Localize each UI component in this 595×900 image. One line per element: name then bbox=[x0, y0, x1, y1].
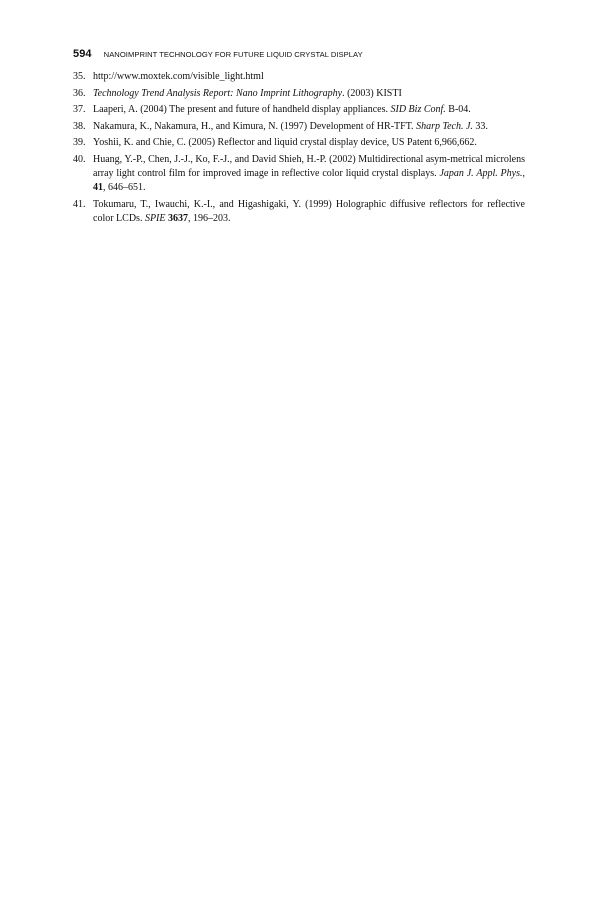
reference-italic-segment: Sharp Tech. J. bbox=[416, 120, 473, 132]
running-title: NANOIMPRINT TECHNOLOGY FOR FUTURE LIQUID CRYSTAL DISPLAY bbox=[103, 50, 363, 59]
reference-item bbox=[73, 120, 525, 134]
reference-segment: B-04. bbox=[445, 104, 471, 116]
reference-segment: Yoshii, K. and Chie, C. (2005) Reflector and liquid crystal display device, US Patent 6,966,662. bbox=[93, 137, 477, 149]
reference-text bbox=[93, 70, 525, 84]
reference-bold-segment: 41 bbox=[93, 182, 103, 194]
reference-item bbox=[73, 198, 525, 226]
reference-item bbox=[73, 87, 525, 101]
reference-segment: http://www.moxtek.com/visible_light.html bbox=[93, 71, 264, 82]
reference-segment: Nakamura, K., Nakamura, H., and Kimura, N. (1997) Development of HR-TFT. bbox=[93, 120, 417, 132]
reference-list bbox=[73, 70, 525, 229]
reference-italic-segment: SID Biz Conf. bbox=[390, 104, 446, 116]
reference-segment: , 196–203. bbox=[188, 213, 231, 225]
reference-text bbox=[93, 136, 525, 150]
reference-text bbox=[93, 87, 525, 101]
reference-italic-segment: SPIE bbox=[144, 213, 166, 225]
reference-segment: . (2003) KISTI bbox=[342, 87, 402, 99]
reference-text bbox=[93, 103, 525, 117]
reference-segment: , 646–651. bbox=[103, 182, 146, 194]
reference-number: 36. bbox=[73, 87, 86, 99]
reference-number: 38. bbox=[73, 120, 86, 132]
reference-text bbox=[93, 198, 525, 226]
reference-item bbox=[73, 103, 525, 117]
reference-number: 35. bbox=[73, 71, 86, 82]
reference-text bbox=[93, 120, 525, 134]
reference-item bbox=[73, 153, 525, 196]
reference-segment: Laaperi, A. (2004) The present and future of handheld display appliances. bbox=[93, 104, 391, 116]
reference-italic-segment: Japan J. Appl. Phys. bbox=[439, 168, 523, 180]
reference-number: 39. bbox=[73, 137, 86, 149]
reference-segment: Huang, Y.-P., Chen, J.-J., Ko, F.-J., and David Shieh, H.-P. (2002) Multidirectional asym-metrical microlens array light control film for improved image in reflective color liquid crystal displays. bbox=[93, 153, 525, 180]
reference-bold-segment: 3637 bbox=[168, 213, 188, 225]
reference-segment: , bbox=[522, 168, 525, 180]
page-number: 594 bbox=[73, 48, 92, 60]
reference-item bbox=[73, 70, 525, 84]
reference-italic-segment: Technology Trend Analysis Report: Nano Imprint Lithography bbox=[93, 87, 343, 99]
reference-item bbox=[73, 136, 525, 150]
running-header bbox=[73, 48, 571, 62]
reference-number: 40. bbox=[73, 153, 86, 165]
reference-segment: Tokumaru, T., Iwauchi, K.-I., and Higashigaki, Y. (1999) Holographic diffusive reflectors for reflective color LCDs. bbox=[93, 198, 525, 225]
reference-text bbox=[93, 153, 525, 196]
reference-number: 41. bbox=[73, 198, 86, 210]
reference-segment: 33. bbox=[472, 120, 488, 132]
reference-number: 37. bbox=[73, 104, 86, 116]
